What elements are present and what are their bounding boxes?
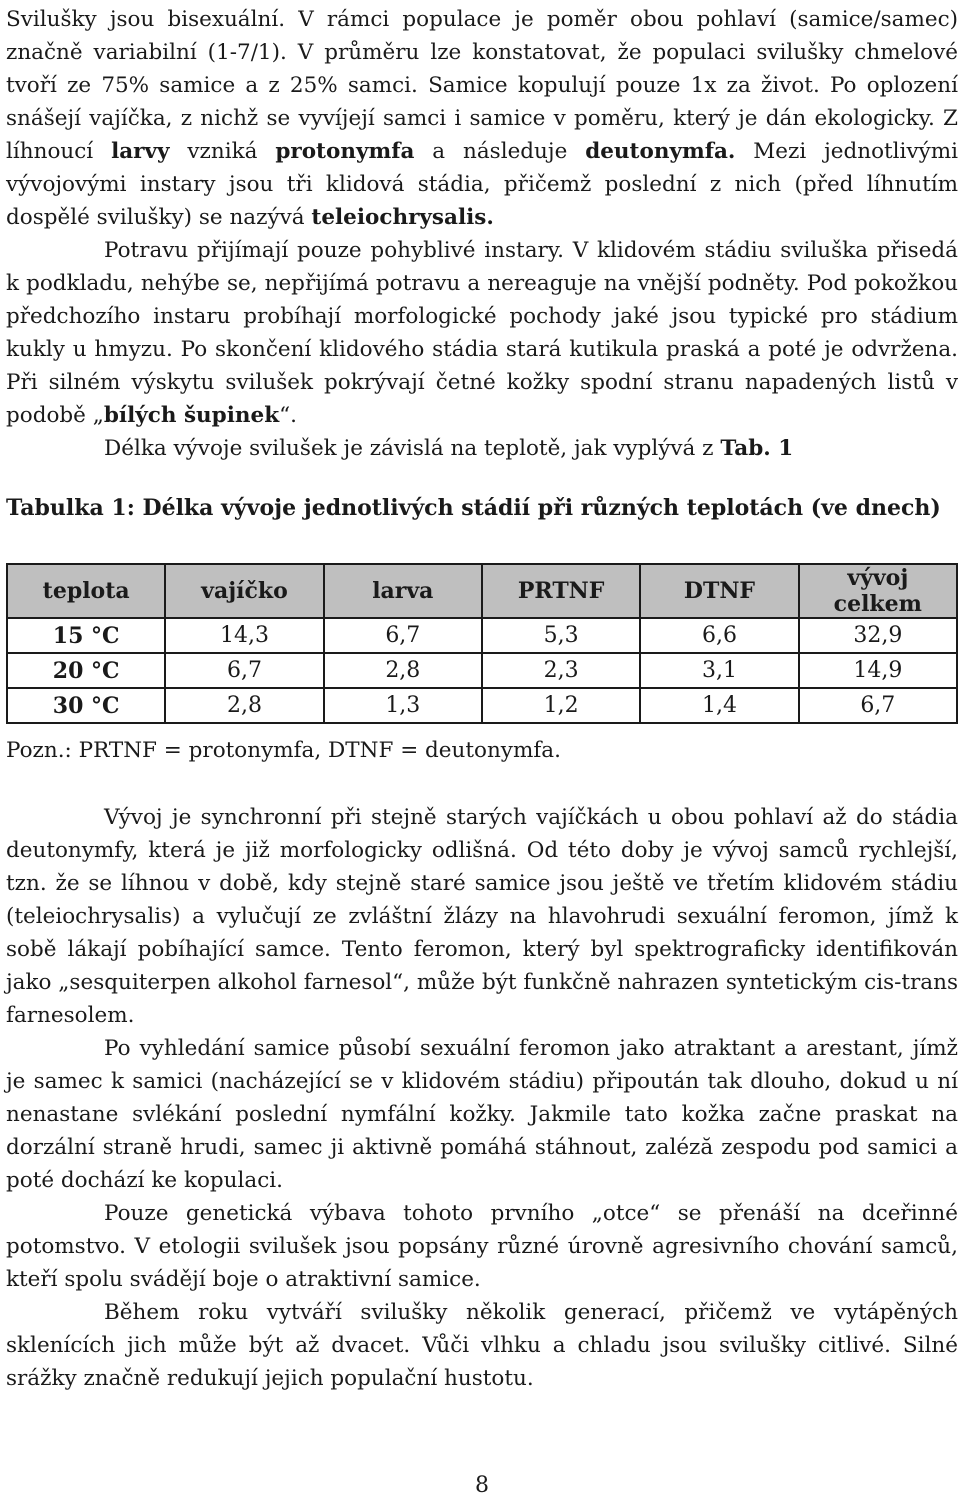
header-cell: PRTNF	[482, 564, 640, 618]
term-protonymfa: protonymfa	[275, 139, 415, 164]
table-cell: 1,3	[324, 688, 482, 723]
header-cell: DTNF	[640, 564, 798, 618]
table-cell: 2,8	[165, 688, 323, 723]
text-run: “.	[279, 403, 297, 428]
page-number: 8	[475, 1473, 489, 1498]
table-cell: 6,6	[640, 618, 798, 653]
body-section	[6, 801, 958, 1395]
table-row	[7, 618, 957, 653]
row-header-cell: 20 °C	[7, 653, 165, 688]
development-table	[6, 563, 958, 724]
document-page	[6, 0, 958, 1501]
text-run: vzniká	[169, 139, 276, 164]
table-row	[7, 653, 957, 688]
header-cell: vývoj celkem	[799, 564, 957, 618]
table-cell: 14,9	[799, 653, 957, 688]
table-cell: 1,4	[640, 688, 798, 723]
body-paragraph-2: Po vyhledání samice působí sexuální feromon jako atraktant a arestant, jímž je samec k samici (nacházející se v klidovém stádiu) připoután tak dlouho, dokud u ní nenastane svlékání poslední nymfální kožky. Jakmile tato kožka začne praskat na dorzální straně hrudi, samec ji aktivně pomáhá stáhnout, zaléză zespodu pod samici a poté dochází ke kopulaci.	[6, 1036, 958, 1193]
text-run: Potravu přijímají pouze pohyblivé instary. V klidovém stádiu sviluška přisedá k podkladu, nehýbe se, nepřijímá potravu a nereaguje na vnější podněty. Pod pokožkou předchozího instaru probíhají morfologické pochody jaké jsou typické pro stádium kukly u hmyzu. Po skončení klidového stádia stará kutikula praská a poté je odvržena. Při silném výskytu svilušek pokrývají četné kožky spodní stranu napadených listů v podobě „	[6, 238, 958, 428]
table-cell: 2,8	[324, 653, 482, 688]
body-paragraph-1: Vývoj je synchronní při stejně starých vajíčkách u obou pohlaví až do stádia deutonymfy, která je již morfologicky odlišná. Od této doby je vývoj samců rychlejší, tzn. že se líhnou v době, kdy stejně staré samice jsou ještě ve třetím klidovém stádiu (teleiochrysalis) a vylučují ze zvláštní žlázy na hlavohrudi sexuální feromon, jímž k sobě lákají pobíhající samce. Tento feromon, který byl spektrograficky identifikován jako „sesquiterpen alkohol farnesol“, může být funkčně nahrazen syntetickým cis-trans farnesolem.	[6, 805, 958, 1028]
text-run: Délka vývoje svilušek je závislá na teplotě, jak vyplývá z	[104, 436, 721, 461]
table-reference: Tab. 1	[720, 436, 794, 461]
term-larvy: larvy	[111, 139, 170, 164]
table-cell: 32,9	[799, 618, 957, 653]
table-cell: 5,3	[482, 618, 640, 653]
table-cell: 14,3	[165, 618, 323, 653]
header-cell: vajíčko	[165, 564, 323, 618]
table-row	[7, 688, 957, 723]
table-note: Pozn.: PRTNF = protonymfa, DTNF = deutonymfa.	[6, 738, 561, 763]
table-cell: 6,7	[324, 618, 482, 653]
header-cell: teplota	[7, 564, 165, 618]
text-run: Svilušky jsou bisexuální. V rámci populace je poměr obou pohlaví (samice/samec) značně variabilní (1-7/1). V průměru lze konstatovat, že populaci svilušky chmelové tvoří ze 75% samice a z 25% samci. Samice kopulují pouze 1x za život. Po oplození snášejí vajíčka, z nichž se vyvíjejí samci i samice v poměru, který je dán ekologicky. Z líhnoucí	[6, 7, 958, 164]
table-cell: 6,7	[165, 653, 323, 688]
header-cell: larva	[324, 564, 482, 618]
text-run: a následuje	[414, 139, 586, 164]
intro-paragraph-2	[6, 234, 958, 432]
intro-paragraph-3	[6, 432, 958, 465]
table-caption: Tabulka 1: Délka vývoje jednotlivých stádií při různých teplotách (ve dnech)	[6, 495, 941, 521]
term-bilych-supinek: bílých šupinek	[103, 403, 280, 428]
row-header-cell: 15 °C	[7, 618, 165, 653]
table-cell: 3,1	[640, 653, 798, 688]
table-cell: 1,2	[482, 688, 640, 723]
row-header-cell: 30 °C	[7, 688, 165, 723]
table-cell: 2,3	[482, 653, 640, 688]
body-paragraph-3: Pouze genetická výbava tohoto prvního „otce“ se přenáší na dceřinné potomstvo. V etologii svilušek jsou popsány různé úrovně agresivního chování samců, kteří spolu svádějí boje o atraktivní samice.	[6, 1201, 958, 1292]
body-paragraph-4: Během roku vytváří svilušky několik generací, přičemž ve vytápěných sklenících jich může být až dvacet. Vůči vlhku a chladu jsou svilušky citlivé. Silné srážky značně redukují jejich populační hustotu.	[6, 1300, 958, 1391]
intro-section	[6, 3, 958, 465]
term-deutonymfa: deutonymfa.	[585, 139, 736, 164]
text-run: Mezi jednotlivými vývojovými instary jsou tři klidová stádia, přičemž poslední z nich (před líhnutím dospělé svilušky) se nazývá	[6, 139, 958, 230]
table-header-row	[7, 564, 957, 618]
intro-paragraph-1	[6, 3, 958, 234]
term-teleiochrysalis: teleiochrysalis.	[311, 205, 494, 230]
table-cell: 6,7	[799, 688, 957, 723]
